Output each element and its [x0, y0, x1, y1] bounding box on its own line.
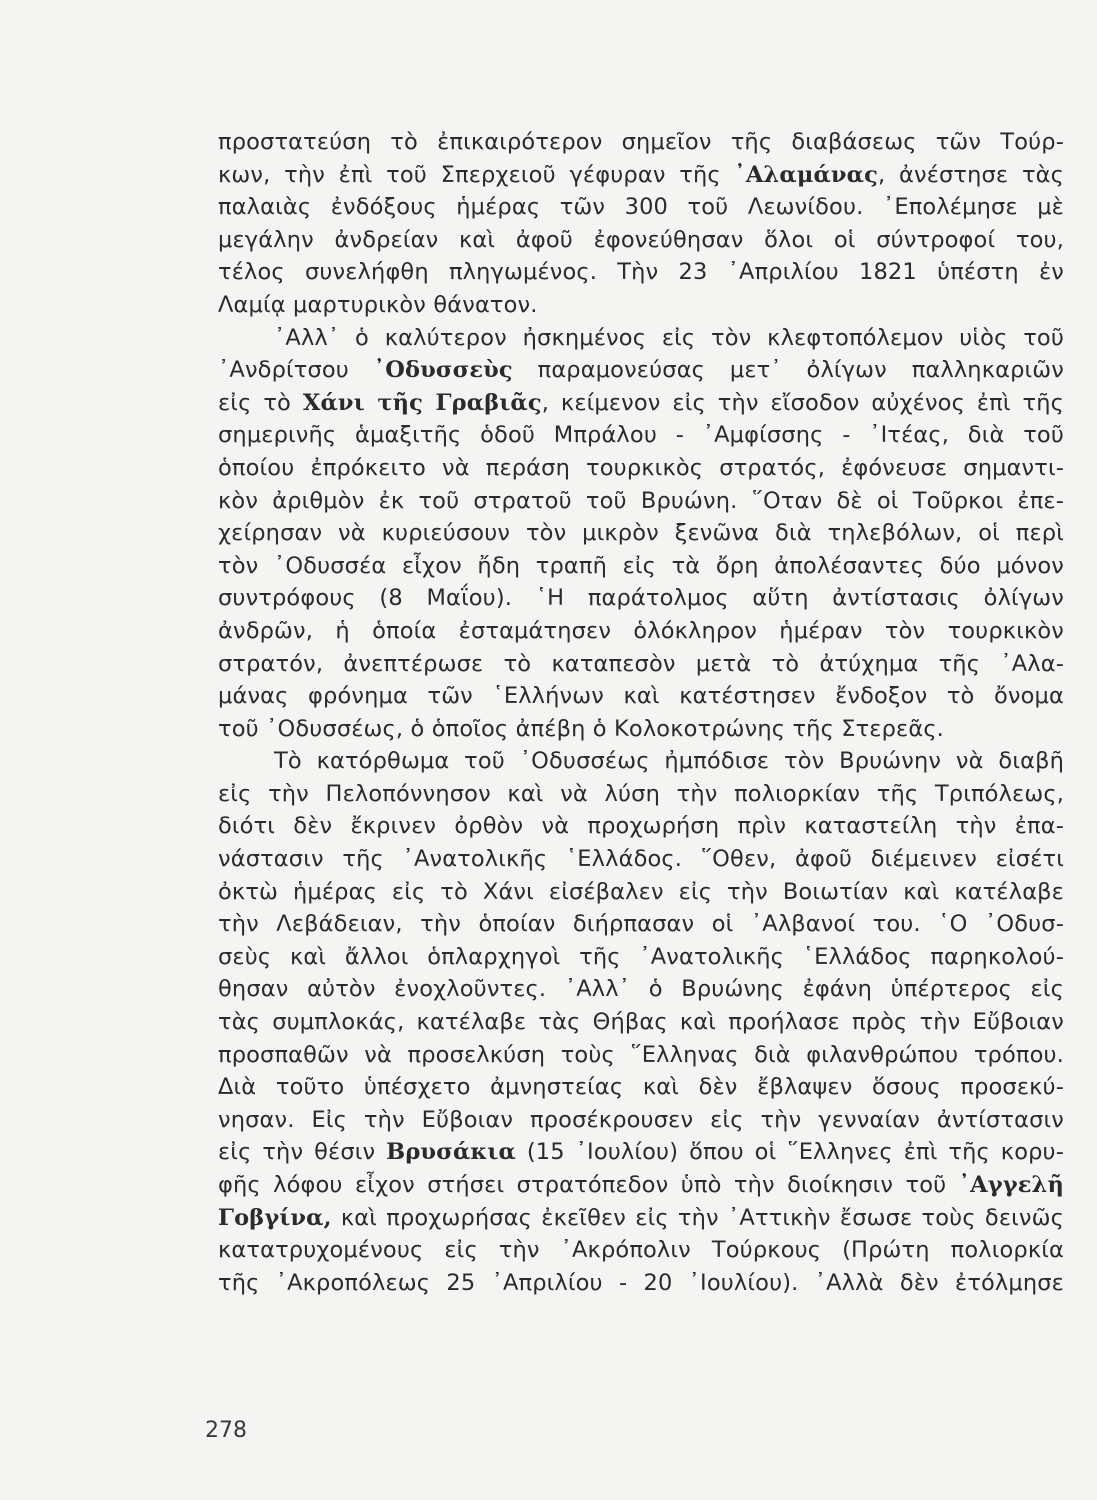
- text-line: [218, 843, 1064, 876]
- text-segment: εἰς τὴν θέσιν: [218, 1139, 387, 1166]
- bold-term: ᾿Αγγελῆ: [958, 1172, 1064, 1198]
- text-segment: ὀκτὼ ἡμέρας εἰς τὸ Χάνι εἰσέβαλεν εἰς τὴν Βοιωτίαν καὶ κατέλαβε: [218, 878, 1064, 905]
- text-segment: συντρόφους (8 Μαΐου). ῾Η παράτολμος αὕτη ἀντίστασις ὀλίγων: [218, 585, 1064, 612]
- text-segment: παλαιὰς ἐνδόξους ἡμέρας τῶν 300 τοῦ Λεωνίδου. ᾿Επολέμησε μὲ: [218, 194, 1064, 221]
- text-line: [218, 354, 1064, 387]
- text-line: [218, 191, 1064, 224]
- page-number: 278: [205, 1418, 247, 1443]
- bold-term: Χάνι τῆς Γραβιᾶς: [302, 389, 542, 416]
- text-segment: σεὺς καὶ ἄλλοι ὁπλαρχηγοὶ τῆς ᾿Ανατολικῆς ῾Ελλάδος παρηκολού-: [218, 943, 1064, 970]
- text-line: [218, 1267, 1064, 1300]
- text-line: [218, 810, 1064, 843]
- text-segment: Τὸ κατόρθωμα τοῦ ᾿Οδυσσέως ἠμπόδισε τὸν Βρυώνην νὰ διαβῆ: [274, 748, 1064, 775]
- text-segment: τῆς ᾿Ακροπόλεως 25 ᾿Απριλίου - 20 ᾿Ιουλίου). ᾿Αλλὰ δὲν ἐτόλμησε: [218, 1269, 1064, 1296]
- text-segment: καὶ προχωρήσας ἐκεῖθεν εἰς τὴν ᾿Αττικὴν ἔσωσε τοὺς δεινῶς: [331, 1204, 1064, 1231]
- text-line: [218, 159, 1064, 192]
- text-line: [218, 485, 1064, 518]
- text-line: [218, 1006, 1064, 1039]
- text-segment: , ἀνέστησε τὰς: [877, 161, 1064, 188]
- text-line: [218, 126, 1064, 159]
- text-line: [218, 452, 1064, 485]
- text-segment: κατατρυχομένους εἰς τὴν ᾿Ακρόπολιν Τούρκους (Πρώτη πολιορκία: [218, 1237, 1064, 1264]
- text-segment: κὸν ἀριθμὸν ἐκ τοῦ στρατοῦ τοῦ Βρυώνη. ῞Οταν δὲ οἱ Τοῦρκοι ἐπε-: [218, 487, 1064, 514]
- text-line: [218, 908, 1064, 941]
- text-segment: ᾿Ανδρίτσου: [218, 357, 374, 384]
- text-line: [218, 1202, 1064, 1235]
- text-segment: προστατεύση τὸ ἐπικαιρότερον σημεῖον τῆς διαβάσεως τῶν Τούρ-: [218, 129, 1064, 155]
- bold-term: ᾿Οδυσσεὺς: [373, 357, 513, 384]
- text-line: [218, 256, 1064, 289]
- text-line: [218, 648, 1064, 681]
- text-line: [218, 387, 1064, 420]
- text-segment: ὁποίου ἐπρόκειτο νὰ περάση τουρκικὸς στρατός, ἐφόνευσε σημαντι-: [218, 454, 1064, 481]
- text-line: [218, 876, 1064, 909]
- text-line: [218, 1234, 1064, 1267]
- body-text: [218, 126, 1064, 1299]
- text-line: [218, 289, 1064, 322]
- text-line: [218, 517, 1064, 550]
- text-segment: θησαν αὐτὸν ἐνοχλοῦντες. ᾿Αλλ᾿ ὁ Βρυώνης ἐφάνη ὑπέρτερος εἰς: [218, 976, 1064, 1003]
- text-segment: κων, τὴν ἐπὶ τοῦ Σπερχειοῦ γέφυραν τῆς: [218, 161, 735, 188]
- text-line: [218, 778, 1064, 811]
- text-segment: τέλος συνελήφθη πληγωμένος. Τὴν 23 ᾿Απριλίου 1821 ὑπέστη ἐν: [218, 259, 1064, 286]
- text-line: [218, 322, 1064, 355]
- text-segment: Λαμίᾳ μαρτυρικὸν θάνατον.: [218, 291, 538, 318]
- text-segment: φῆς λόφου εἶχον στήσει στρατόπεδον ὑπὸ τὴν διοίκησιν τοῦ: [218, 1172, 959, 1198]
- bold-term: ᾿Αλαμάνας: [734, 161, 878, 188]
- text-segment: εἰς τὴν Πελοπόννησον καὶ νὰ λύση τὴν πολιορκίαν τῆς Τριπόλεως,: [218, 780, 1064, 807]
- text-line: [218, 1136, 1064, 1169]
- text-line: [218, 1039, 1064, 1072]
- text-segment: τὰς συμπλοκάς, κατέλαβε τὰς Θήβας καὶ προήλασε πρὸς τὴν Εὔβοιαν: [218, 1009, 1064, 1036]
- text-line: [218, 941, 1064, 974]
- text-line: [218, 224, 1064, 257]
- text-line: [218, 713, 1064, 746]
- text-line: [218, 973, 1064, 1006]
- text-segment: εἰς τὸ: [218, 389, 303, 416]
- text-segment: διότι δὲν ἔκρινεν ὀρθὸν νὰ προχωρήση πρὶν καταστείλη τὴν ἐπα-: [218, 813, 1064, 840]
- text-segment: στρατόν, ἀνεπτέρωσε τὸ καταπεσὸν μετὰ τὸ ἀτύχημα τῆς ᾿Αλα-: [218, 650, 1064, 677]
- text-segment: σημερινῆς ἁμαξιτῆς ὁδοῦ Μπράλου - ᾿Αμφίσσης - ᾿Ιτέας, διὰ τοῦ: [218, 422, 1064, 449]
- text-line: [218, 1169, 1064, 1202]
- text-segment: τὴν Λεβάδειαν, τὴν ὁποίαν διήρπασαν οἱ ᾿Αλβανοί του. ῾Ο ᾿Οδυσ-: [218, 911, 1064, 938]
- text-segment: προσπαθῶν νὰ προσελκύση τοὺς ῞Ελληνας διὰ φιλανθρώπου τρόπου.: [218, 1041, 1064, 1068]
- text-segment: μάνας φρόνημα τῶν ῾Ελλήνων καὶ κατέστησεν ἔνδοξον τὸ ὄνομα: [218, 683, 1064, 710]
- text-segment: νάστασιν τῆς ᾿Ανατολικῆς ῾Ελλάδος. ῞Οθεν, ἀφοῦ διέμεινεν εἰσέτι: [218, 846, 1064, 873]
- text-segment: ἀνδρῶν, ἡ ὁποία ἐσταμάτησεν ὁλόκληρον ἡμέραν τὸν τουρκικὸν: [218, 617, 1064, 644]
- text-line: [218, 615, 1064, 648]
- text-segment: τὸν ᾿Οδυσσέα εἶχον ἤδη τραπῆ εἰς τὰ ὄρη ἀπολέσαντες δύο μόνον: [218, 552, 1064, 579]
- text-line: [218, 582, 1064, 615]
- text-segment: τοῦ ᾿Οδυσσέως, ὁ ὁποῖος ἀπέβη ὁ Κολοκοτρώνης τῆς Στερεᾶς.: [218, 715, 944, 742]
- text-line: [218, 1104, 1064, 1137]
- text-segment: χείρησαν νὰ κυριεύσουν τὸν μικρὸν ξενῶνα διὰ τηλεβόλων, οἱ περὶ: [218, 520, 1064, 547]
- text-line: [218, 745, 1064, 778]
- text-segment: Διὰ τοῦτο ὑπέσχετο ἀμνηστείας καὶ δὲν ἔβλαψεν ὅσους προσεκύ-: [218, 1074, 1064, 1101]
- bold-term: Βρυσάκια: [386, 1139, 516, 1166]
- text-line: [218, 680, 1064, 713]
- bold-term: Γοβγίνα,: [218, 1204, 332, 1231]
- text-segment: (15 ᾿Ιουλίου) ὅπου οἱ ῞Ελληνες ἐπὶ τῆς κορυ-: [515, 1139, 1064, 1166]
- text-segment: ᾿Αλλ᾿ ὁ καλύτερον ἠσκημένος εἰς τὸν κλεφτοπόλεμον υἱὸς τοῦ: [274, 324, 1064, 351]
- text-segment: παραμονεύσας μετ᾿ ὀλίγων παλληκαριῶν: [512, 357, 1064, 384]
- text-segment: μεγάλην ἀνδρείαν καὶ ἀφοῦ ἐφονεύθησαν ὅλοι οἱ σύντροφοί του,: [218, 226, 1064, 253]
- text-segment: , κείμενον εἰς τὴν εἴσοδον αὐχένος ἐπὶ τῆς: [541, 389, 1064, 416]
- text-line: [218, 419, 1064, 452]
- text-line: [218, 550, 1064, 583]
- text-line: [218, 1071, 1064, 1104]
- text-segment: νησαν. Εἰς τὴν Εὔβοιαν προσέκρουσεν εἰς τὴν γενναίαν ἀντίστασιν: [218, 1106, 1064, 1133]
